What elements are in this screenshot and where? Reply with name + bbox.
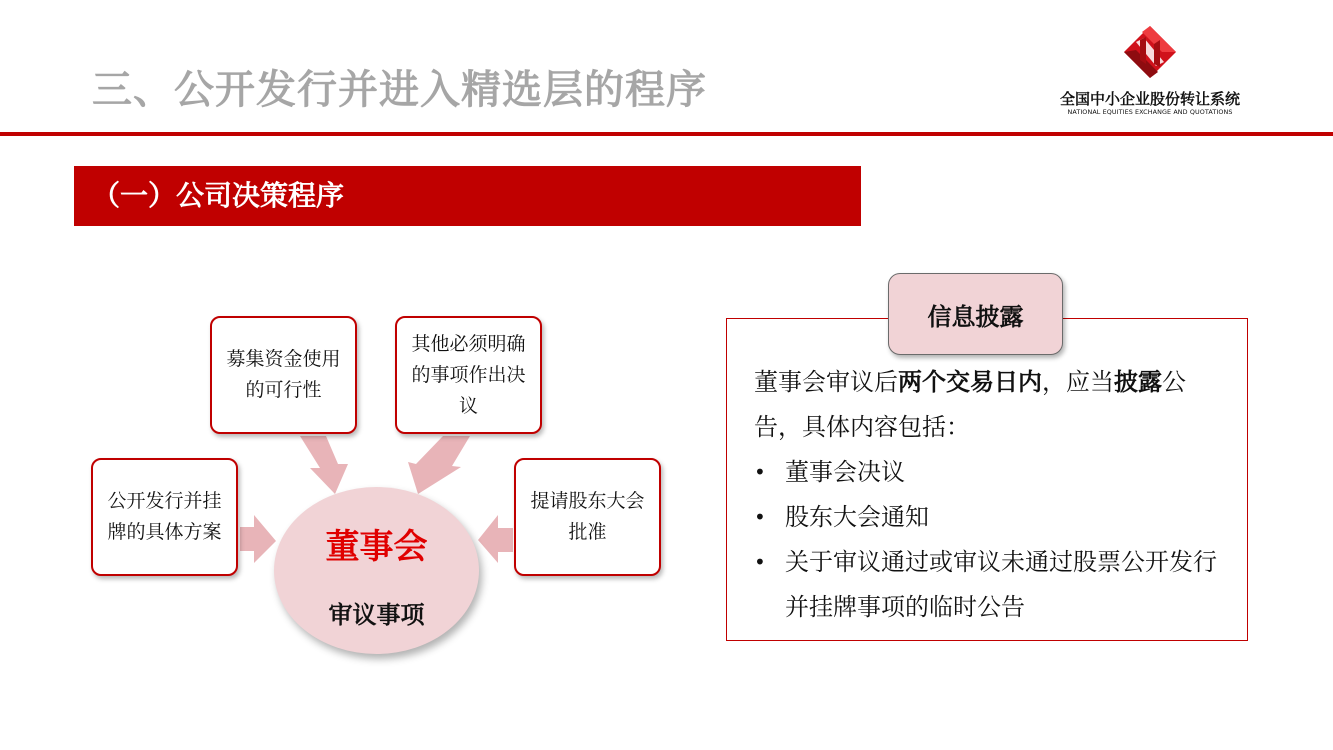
item-label: 其他必须明确的事项作出决议: [411, 332, 526, 417]
disclosure-bullet-list: [754, 450, 1234, 630]
bullet-text: 董事会决议: [785, 458, 905, 486]
item-label: 募集资金使用的可行性: [226, 348, 341, 401]
item-label: 公开发行并挂牌的具体方案: [107, 490, 222, 543]
list-item: [754, 495, 1234, 540]
page-title: 三、公开发行并进入精选层的程序: [92, 67, 707, 113]
bullet-icon: •: [754, 550, 766, 574]
center-title: 董事会: [325, 527, 428, 567]
bullet-text: 关于审议通过或审议未通过股票公开发行并挂牌事项的临时公告: [785, 548, 1217, 621]
intro-text: 公告，具体内容包括：: [754, 368, 1186, 441]
list-item: [754, 540, 1234, 630]
disclosure-tag: [888, 273, 1063, 355]
arrow-from-top-right: [408, 436, 470, 494]
intro-bold-disclose: 披露: [1114, 368, 1162, 396]
section-title: （一）公司决策程序: [92, 179, 345, 212]
board-center-node: [274, 487, 479, 654]
intro-bold-deadline: 两个交易日内: [898, 368, 1042, 396]
arrow-from-right: [478, 515, 513, 563]
bullet-icon: •: [754, 505, 766, 529]
arrow-from-left: [240, 515, 276, 563]
logo-chinese-text: 全国中小企业股份转让系统: [1059, 90, 1240, 108]
item-box-issuance-plan: [91, 458, 238, 576]
item-box-other-matters: [395, 316, 542, 434]
item-box-fund-feasibility: [210, 316, 357, 434]
intro-text: 董事会审议后: [754, 368, 898, 396]
item-box-shareholder-approval: [514, 458, 661, 576]
item-label: 提请股东大会批准: [530, 490, 645, 543]
disclosure-tag-label: 信息披露: [927, 302, 1024, 331]
logo-english-text: NATIONAL EQUITIES EXCHANGE AND QUOTATIONS: [1067, 108, 1233, 116]
disclosure-intro: [754, 360, 1224, 450]
arrow-from-top-left: [300, 436, 348, 494]
center-subtitle: 审议事项: [328, 601, 425, 629]
list-item: [754, 450, 1234, 495]
intro-text: ，应当: [1042, 368, 1114, 396]
bullet-text: 股东大会通知: [785, 503, 929, 531]
bullet-icon: •: [754, 460, 766, 484]
